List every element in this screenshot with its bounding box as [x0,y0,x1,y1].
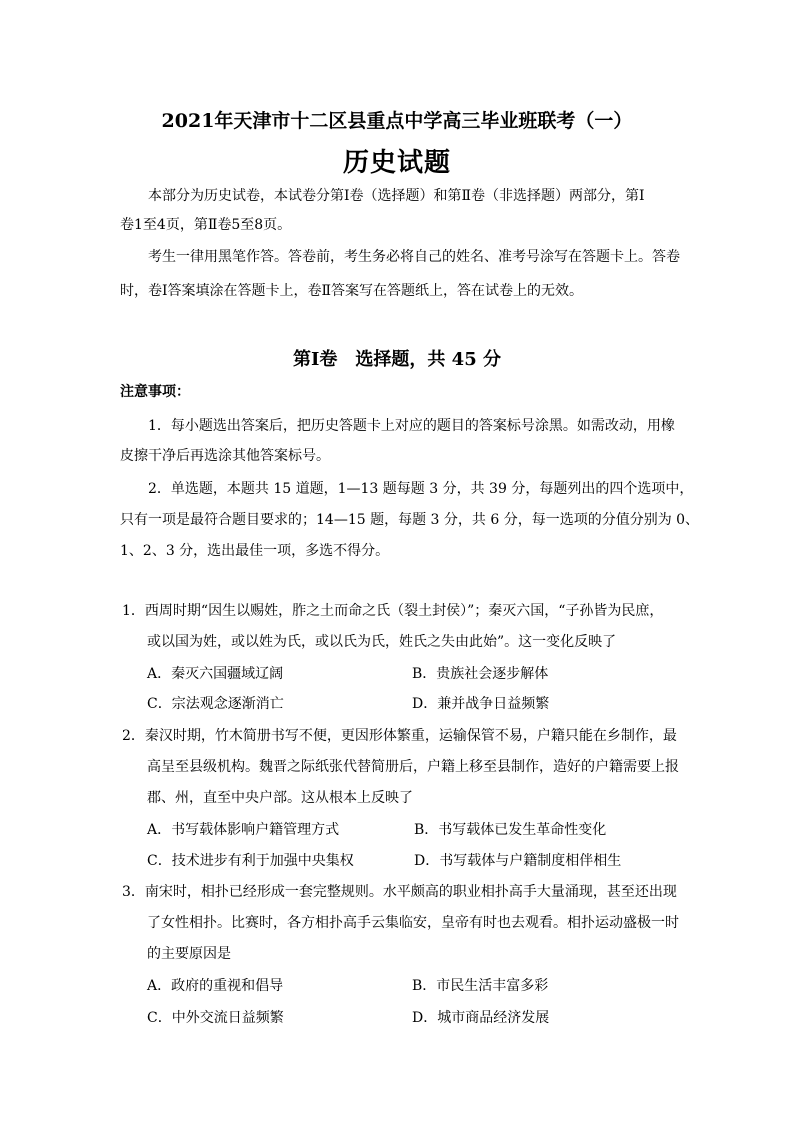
notice-item-2-line-1: 2．单选题，本题共 15 道题，1—13 题每题 3 分，共 39 分，每题列出的四个选项中， [148,481,694,497]
question-2-stem-line-1: 2．秦汉时期，竹木简册书写不便，更因形体繁重，运输保管不易，户籍只能在乡制作，最 [122,728,677,744]
question-2-option-d: D．书写载体与户籍制度相伴相生 [414,853,622,869]
question-2-stem-line-3: 郡、州，直至中央户部。这从根本上反映了 [147,790,413,806]
notice-item-2-line-2: 只有一项是最符合题目要求的；14—15 题，每题 3 分，共 6 分，每一选项的分值分别为 0、 [120,512,700,528]
question-3-option-c: C．中外交流日益频繁 [147,1010,284,1026]
question-3-option-d: D．城市商品经济发展 [412,1010,550,1026]
question-1-option-c: C．宗法观念逐渐消亡 [147,696,284,712]
question-3-stem-line-2: 了女性相扑。比赛时，各方相扑高手云集临安，皇帝有时也去观看。相扑运动盛极一时 [147,915,679,931]
intro-paragraph-1-line-1: 本部分为历史试卷，本试卷分第Ⅰ卷（选择题）和第Ⅱ卷（非选择题）两部分，第Ⅰ [148,188,645,204]
question-1-stem-line-1: 1．西周时期“因生以赐姓，胙之土而命之氏（裂土封侯）”；秦灭六国，“子孙皆为民庶， [122,603,664,619]
question-1-stem-line-2: 或以国为姓，或以姓为氏，或以氏为氏，姓氏之失由此始”。这一变化反映了 [147,634,617,650]
intro-paragraph-2-line-2: 时，卷Ⅰ答案填涂在答题卡上，卷Ⅱ答案写在答题纸上，答在试卷上的无效。 [120,283,584,299]
intro-paragraph-1-line-2: 卷1至4页，第Ⅱ卷5至8页。 [120,217,292,233]
question-1-option-a: A．秦灭六国疆域辽阔 [147,666,284,682]
question-2-stem-line-2: 高呈至县级机构。魏晋之际纸张代替简册后，户籍上移至县制作，造好的户籍需要上报 [147,759,679,775]
question-3-option-a: A．政府的重视和倡导 [147,978,284,994]
notice-item-2-line-3: 1、2、3 分，选出最佳一项，多选不得分。 [120,543,390,559]
exam-subtitle: 历史试题 [342,148,451,178]
intro-paragraph-2-line-1: 考生一律用黑笔作答。答卷前，考生务必将自己的姓名、准考号涂写在答题卡上。答卷 [148,249,680,265]
notice-item-1-line-2: 皮擦干净后再选涂其他答案标号。 [120,448,330,464]
question-3-stem-line-3: 的主要原因是 [147,946,231,962]
question-3-stem-line-1: 3．南宋时，相扑已经形成一套完整规则。水平颇高的职业相扑高手大量涌现，甚至还出现 [122,884,677,900]
notice-item-1-line-1: 1．每小题选出答案后，把历史答题卡上对应的题目的答案标号涂黑。如需改动，用橡 [148,418,675,434]
question-1-option-d: D．兼并战争日益频繁 [412,696,550,712]
question-2-option-c: C．技术进步有利于加强中央集权 [147,853,354,869]
question-2-option-b: B．书写载体已发生革命性变化 [414,822,607,838]
question-3-option-b: B．市民生活丰富多彩 [412,978,549,994]
question-1-option-b: B．贵族社会逐步解体 [412,666,549,682]
question-2-option-a: A．书写载体影响户籍管理方式 [147,822,340,838]
notice-heading: 注意事项： [120,384,190,400]
exam-title: 2021年天津市十二区县重点中学高三毕业班联考（一） [161,110,633,132]
section-heading: 第Ⅰ卷 选择题，共 45 分 [292,349,501,370]
